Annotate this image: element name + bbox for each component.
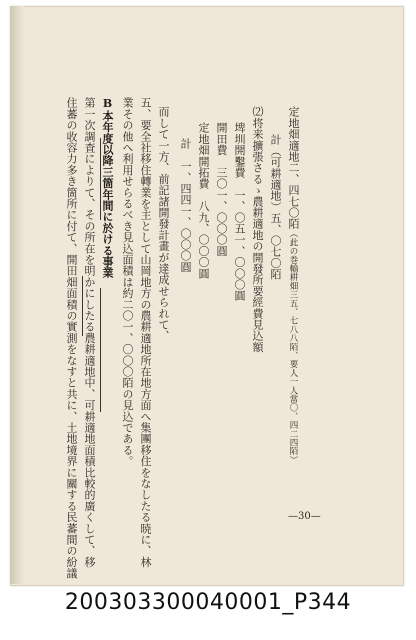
text-column-7 bbox=[180, 138, 191, 272]
page-gutter-shadow bbox=[10, 6, 24, 584]
text-column-4 bbox=[234, 122, 245, 301]
text-column-9 bbox=[140, 97, 151, 567]
line-text: 定地畑適地二、四七〇陌 bbox=[287, 106, 300, 230]
heading-text: B本年度以降三箇年間に於ける事業 bbox=[101, 97, 114, 279]
emphasis-rule bbox=[82, 276, 83, 336]
line-text: 埤圳開鑿費 一、〇五一、〇〇〇圓 bbox=[233, 122, 246, 302]
line-text: 住蕃の收容力多き箇所に付て、開田畑面積の實測をなすと共に、土地境界に關する民蕃間の紛議 bbox=[65, 97, 78, 579]
line-note: （此の巻輸耕畑三五、七八八陌、要人一人當〇、四二四陌） bbox=[288, 229, 298, 465]
line-text: 業その他へ利用せらるべき見込面積は約二〇一、〇〇〇陌の見込である。 bbox=[121, 97, 134, 467]
page-number: —30— bbox=[288, 511, 321, 522]
line-text: 而して一方、前記諸開發計畫が達成せられて、 bbox=[157, 106, 170, 342]
text-column-2 bbox=[270, 134, 281, 280]
text-column-8 bbox=[158, 106, 169, 341]
text-column-13 bbox=[66, 97, 77, 579]
image-caption: 200303300040001_P344 bbox=[64, 590, 352, 615]
text-column-12 bbox=[84, 97, 95, 567]
text-column-10 bbox=[122, 97, 133, 467]
text-column-5 bbox=[216, 122, 227, 256]
emphasis-rule bbox=[100, 288, 101, 412]
line-text: ⑵将来擴張さるゝ農耕適地の開發所要經費見込額 bbox=[251, 106, 264, 353]
line-text: 開田費 三〇一、〇〇〇圓 bbox=[215, 122, 228, 257]
section-heading bbox=[102, 97, 113, 278]
text-column-3 bbox=[252, 106, 263, 352]
text-column-1 bbox=[288, 106, 299, 464]
line-text: 計（可耕適地）五、〇七〇陌 bbox=[269, 134, 282, 280]
line-text: 定地畑開拓費 八九、〇〇〇圓 bbox=[197, 122, 210, 279]
line-text: 五、要全社移住轉業を主として山岡地方の農耕適地所在地方面へ集團移住をなしたる暁に、林 bbox=[139, 97, 152, 568]
emphasis-rule bbox=[100, 138, 101, 220]
line-text: 第一次調査によりて、その所在を明かにしたる農耕適地中、可耕適地面積比較的廣くして、移 bbox=[83, 97, 96, 568]
text-column-6 bbox=[198, 122, 209, 279]
line-text: 計 一、四四一、〇〇〇圓 bbox=[179, 138, 192, 273]
